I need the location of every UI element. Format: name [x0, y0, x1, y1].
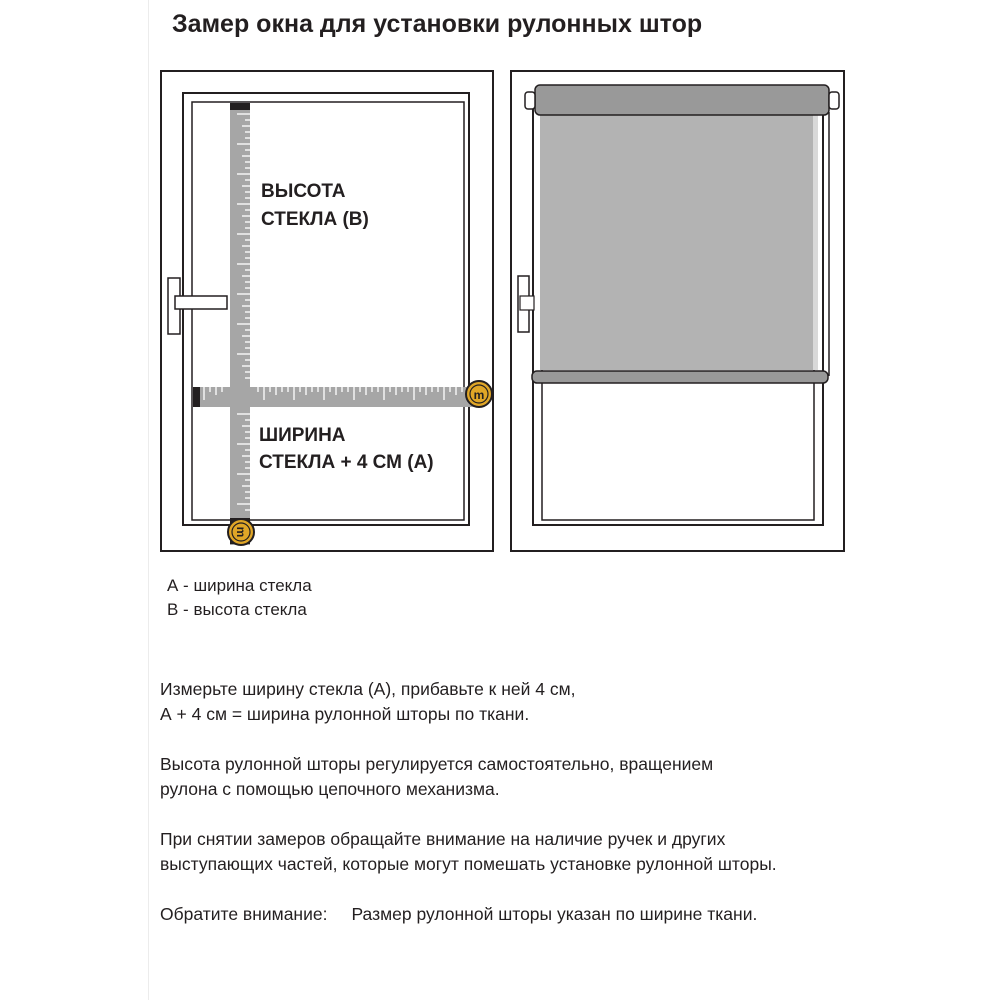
width-label-line1: ШИРИНА: [259, 425, 346, 446]
attention-label: Обратите внимание:: [160, 904, 328, 924]
blind-bottom-bar: [532, 371, 828, 383]
blind-roller: [535, 85, 829, 115]
attention-note: [160, 902, 757, 927]
page-title: Замер окна для установки рулонных штор: [172, 10, 703, 38]
horizontal-measuring-tape: [193, 387, 475, 407]
right-window: [511, 71, 844, 551]
attention-text: Размер рулонной шторы указан по ширине ткани.: [351, 904, 758, 924]
instruction-height: Высота рулонной шторы регулируется самостоятельно, вращением рулона с помощью цепочного механизма.: [160, 754, 714, 799]
height-label-line2: СТЕКЛА (B): [261, 209, 369, 230]
legend: [167, 574, 312, 622]
svg-text:m: m: [234, 526, 248, 538]
vertical-measuring-tape: [230, 103, 250, 545]
roller-bracket-right-icon: [829, 92, 839, 109]
legend-item-a: А - ширина стекла: [167, 576, 312, 595]
svg-text:m: m: [473, 388, 485, 402]
blind-fabric-edge: [813, 115, 818, 370]
roller-bracket-left-icon: [525, 92, 535, 109]
width-label-line2: СТЕКЛА + 4 СМ (А): [259, 452, 434, 473]
tape-badge-right-icon: [466, 381, 492, 407]
legend-item-b: B - высота стекла: [167, 600, 307, 619]
instruction-width: Измерьте ширину стекла (А), прибавьте к ней 4 см, А + 4 см = ширина рулонной шторы по ткани.: [160, 679, 576, 724]
left-window: [161, 71, 493, 551]
height-label-line1: ВЫСОТА: [261, 181, 346, 202]
instruction-obstacles: При снятии замеров обращайте внимание на наличие ручек и других выступающих частей, которые могут помешать установке рулонной шторы.: [160, 829, 777, 874]
tape-badge-bottom-icon: [228, 519, 254, 545]
blind-fabric: [540, 115, 816, 370]
